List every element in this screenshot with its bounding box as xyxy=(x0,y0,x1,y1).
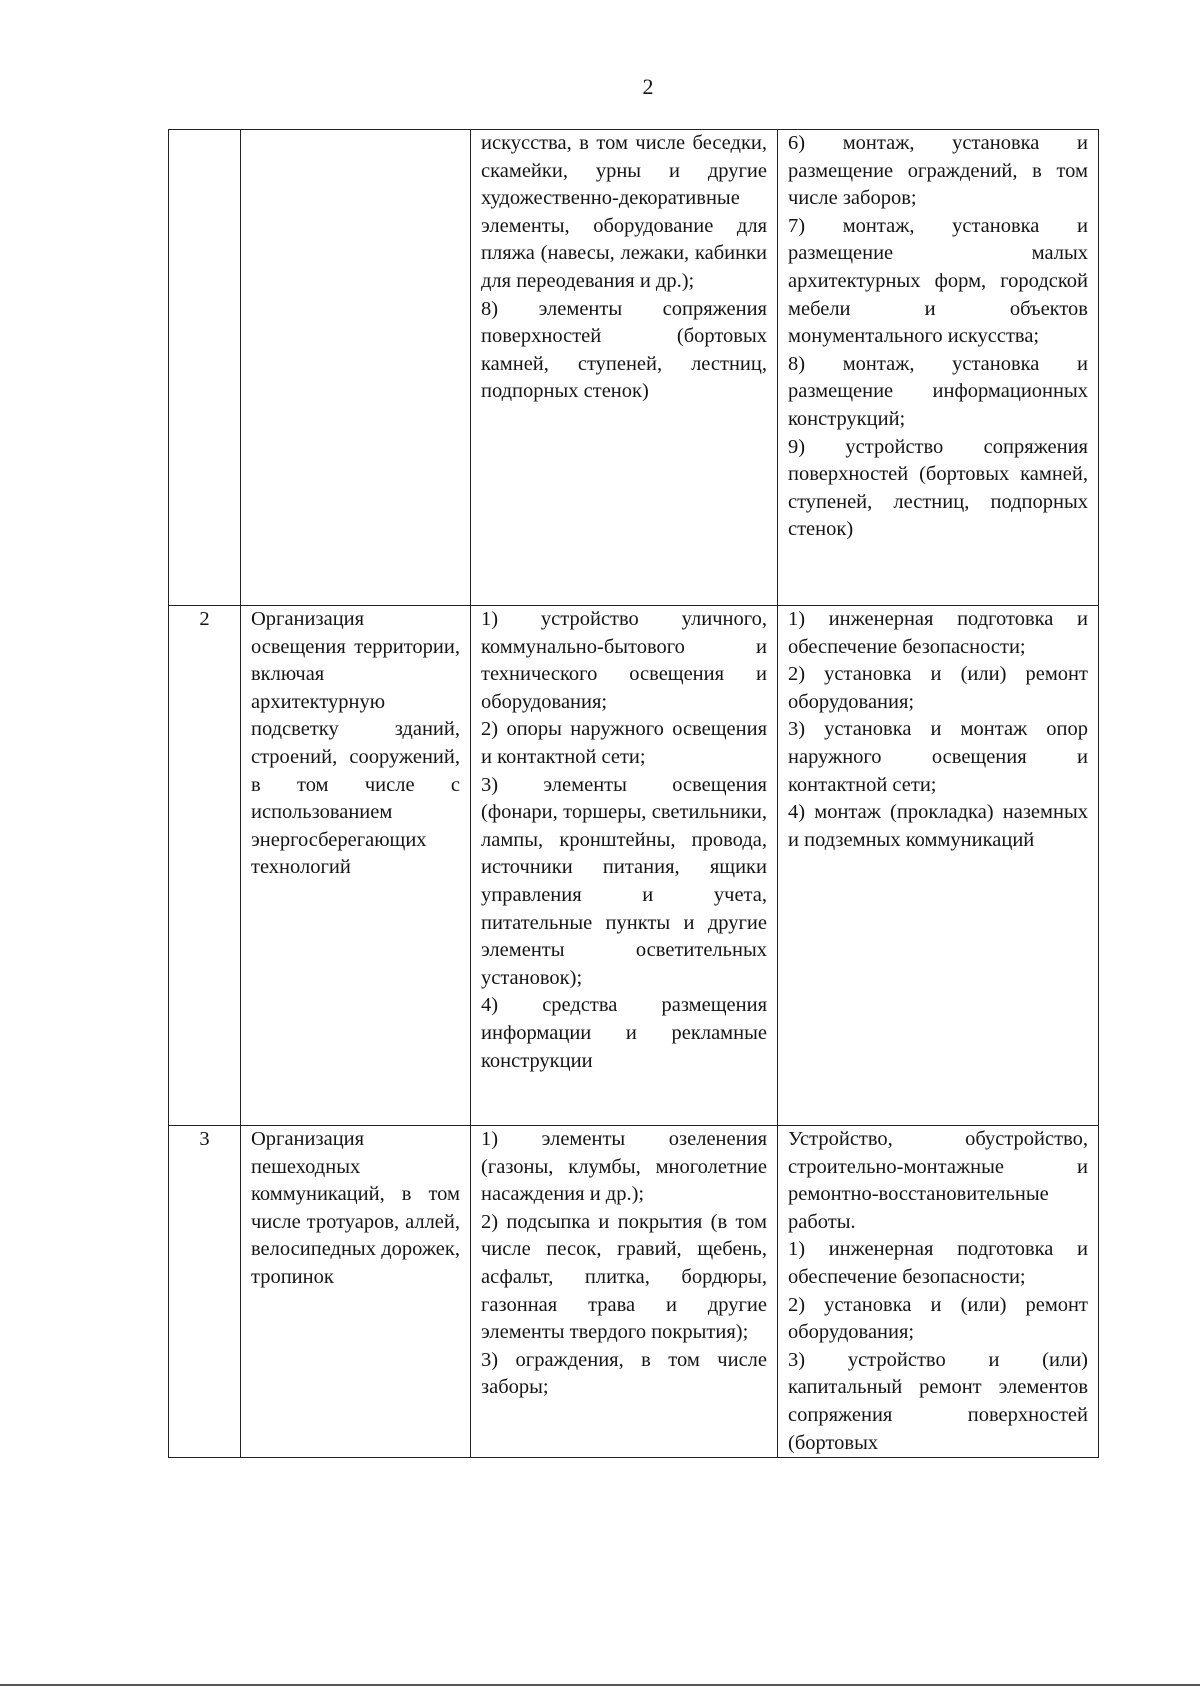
row-number-cell: 3 xyxy=(169,1126,241,1458)
row-number-cell xyxy=(169,130,241,606)
page-number: 2 xyxy=(642,74,654,99)
improvement-works-table xyxy=(168,129,1099,1458)
table-row xyxy=(169,130,1099,606)
direction-cell xyxy=(241,130,471,606)
works-cell: 1) инженерная подготовка и обеспечение безопасности; 2) установка и (или) ремонт оборудования; 3) установка и монтаж опор наружного освещения и контактной сети; 4) монтаж (прокладка) наземных и подземных коммуникаций xyxy=(778,606,1099,1126)
table-row xyxy=(169,1126,1099,1458)
scan-edge-line xyxy=(0,1684,1200,1686)
elements-cell: 1) элементы озеленения (газоны, клумбы, многолетние насаждения и др.); 2) подсыпка и покрытия (в том числе песок, гравий, щебень, асфальт, плитка, бордюры, газонная трава и другие элементы твердого покрытия); 3) ограждения, в том числе заборы; xyxy=(471,1126,778,1458)
elements-cell: 1) устройство уличного, коммунально-бытового и технического освещения и оборудования; 2) опоры наружного освещения и контактной сети; 3) элементы освещения (фонари, торшеры, светильники, лампы, кронштейны, провода, источники питания, ящики управления и учета, питательные пункты и другие элементы осветительных установок); 4) средства размещения информации и рекламные конструкции xyxy=(471,606,778,1126)
row-number-cell: 2 xyxy=(169,606,241,1126)
works-cell: Устройство, обустройство, строительно-монтажные и ремонтно-восстановительные работы. 1) инженерная подготовка и обеспечение безопасности; 2) установка и (или) ремонт оборудования; 3) устройство и (или) капитальный ремонт элементов сопряжения поверхностей (бортовых xyxy=(778,1126,1099,1458)
direction-cell: Организация пешеходных коммуникаций, в том числе тротуаров, аллей, велосипедных дорожек, тропинок xyxy=(241,1126,471,1458)
table-row xyxy=(169,606,1099,1126)
direction-cell: Организация освещения территории, включая архитектурную подсветку зданий, строений, сооружений, в том числе с использованием энергосберегающих технологий xyxy=(241,606,471,1126)
works-cell: 6) монтаж, установка и размещение ограждений, в том числе заборов; 7) монтаж, установка и размещение малых архитектурных форм, городской мебели и объектов монументального искусства; 8) монтаж, установка и размещение информационных конструкций; 9) устройство сопряжения поверхностей (бортовых камней, ступеней, лестниц, подпорных стенок) xyxy=(778,130,1099,606)
elements-cell: искусства, в том числе беседки, скамейки, урны и другие художественно-декоративные элементы, оборудование для пляжа (навесы, лежаки, кабинки для переодевания и др.); 8) элементы сопряжения поверхностей (бортовых камней, ступеней, лестниц, подпорных стенок) xyxy=(471,130,778,606)
